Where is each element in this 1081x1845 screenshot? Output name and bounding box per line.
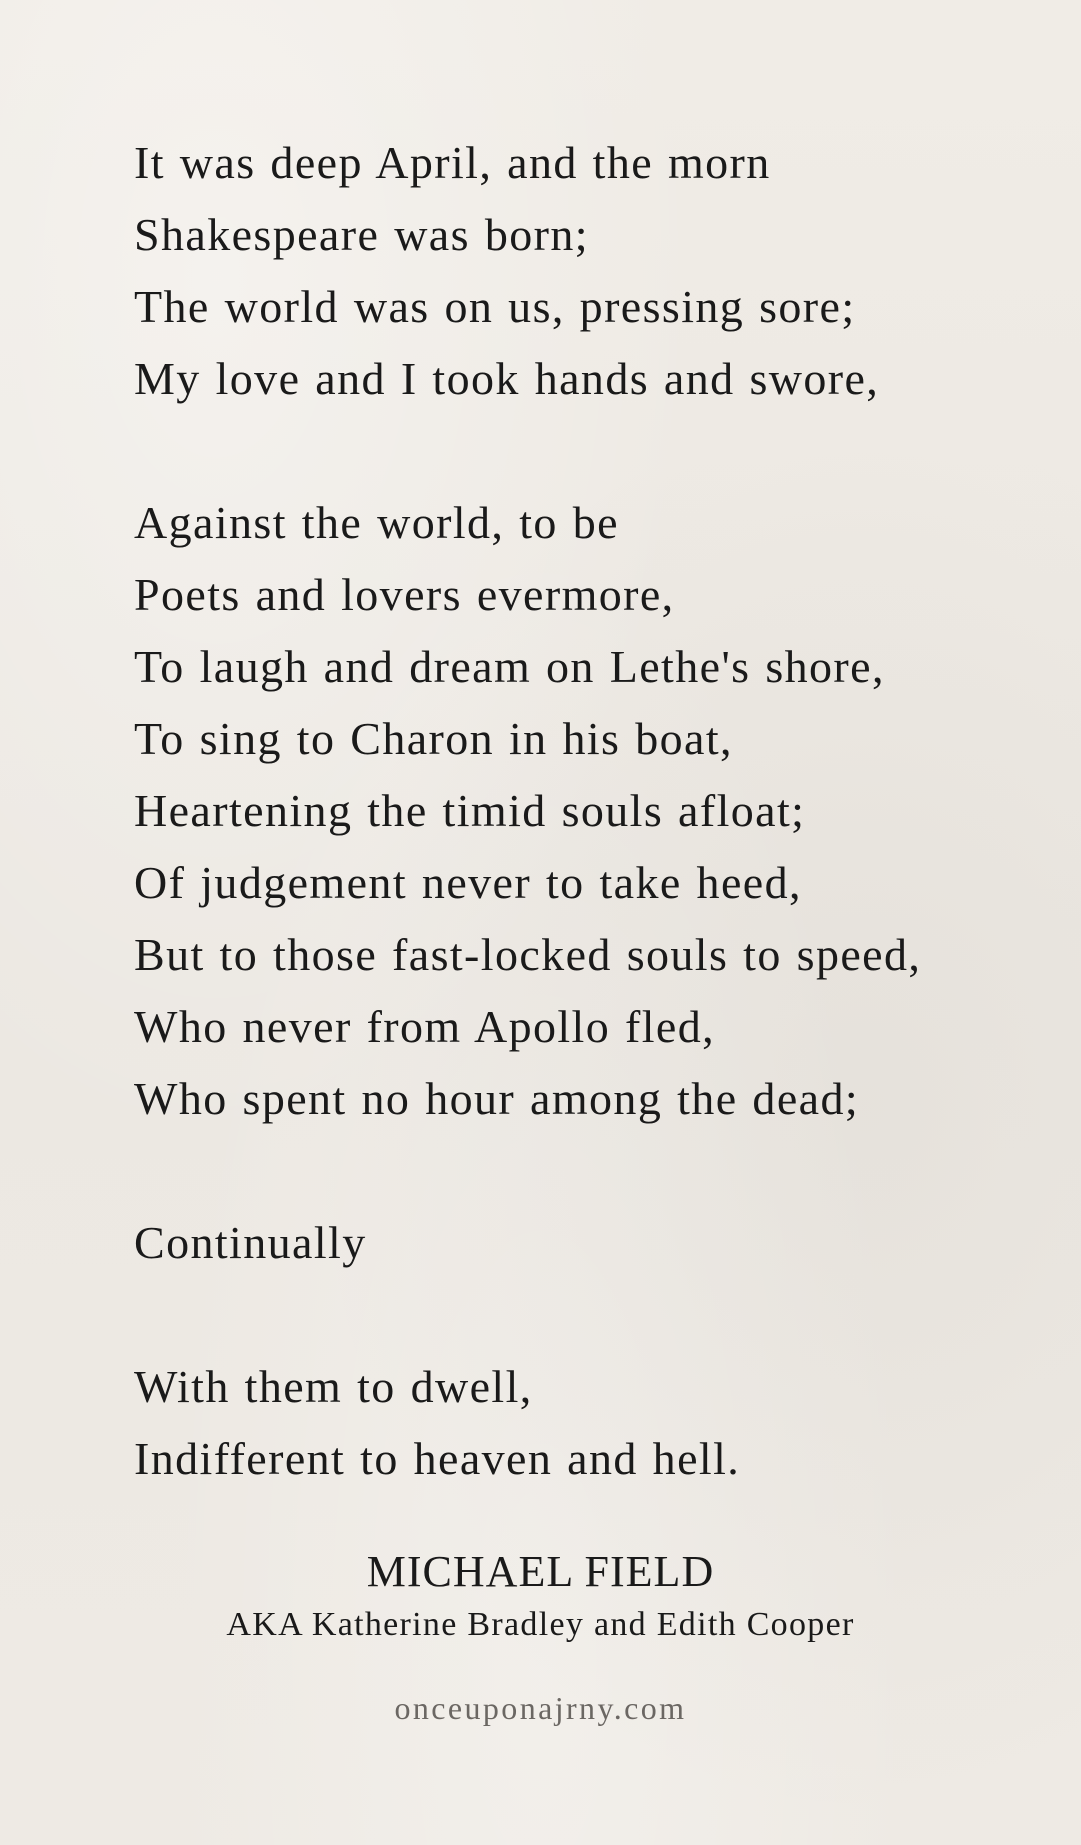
poem-line: With them to dwell, bbox=[134, 1361, 533, 1412]
poem-line: Against the world, to be bbox=[134, 497, 619, 548]
poem-line: Poets and lovers evermore, bbox=[134, 569, 675, 620]
poem-body bbox=[134, 127, 1034, 1567]
poem-line: My love and I took hands and swore, bbox=[134, 353, 880, 404]
stanza-2 bbox=[134, 487, 1034, 1135]
poem-line: To laugh and dream on Lethe's shore, bbox=[134, 641, 885, 692]
author-name: MICHAEL FIELD bbox=[366, 1547, 715, 1596]
poem-line: Heartening the timid souls afloat; bbox=[134, 785, 806, 836]
poem-line: Continually bbox=[134, 1217, 367, 1268]
poem-line: Who spent no hour among the dead; bbox=[134, 1073, 860, 1124]
poem-line: The world was on us, pressing sore; bbox=[134, 281, 856, 332]
author-aka: AKA Katherine Bradley and Edith Cooper bbox=[226, 1606, 855, 1643]
poem-line: But to those fast-locked souls to speed, bbox=[134, 929, 922, 980]
stanza-1 bbox=[134, 127, 1034, 415]
stanza-4 bbox=[134, 1351, 1034, 1495]
poem-line: To sing to Charon in his boat, bbox=[134, 713, 733, 764]
poem-line: Shakespeare was born; bbox=[134, 209, 589, 260]
poem-line: Who never from Apollo fled, bbox=[134, 1001, 716, 1052]
poem-line: Of judgement never to take heed, bbox=[134, 857, 802, 908]
poem-line: It was deep April, and the morn bbox=[134, 137, 771, 188]
website-credit: onceuponajrny.com bbox=[394, 1690, 687, 1726]
stanza-3 bbox=[134, 1207, 1034, 1279]
poem-line: Indifferent to heaven and hell. bbox=[134, 1433, 741, 1484]
